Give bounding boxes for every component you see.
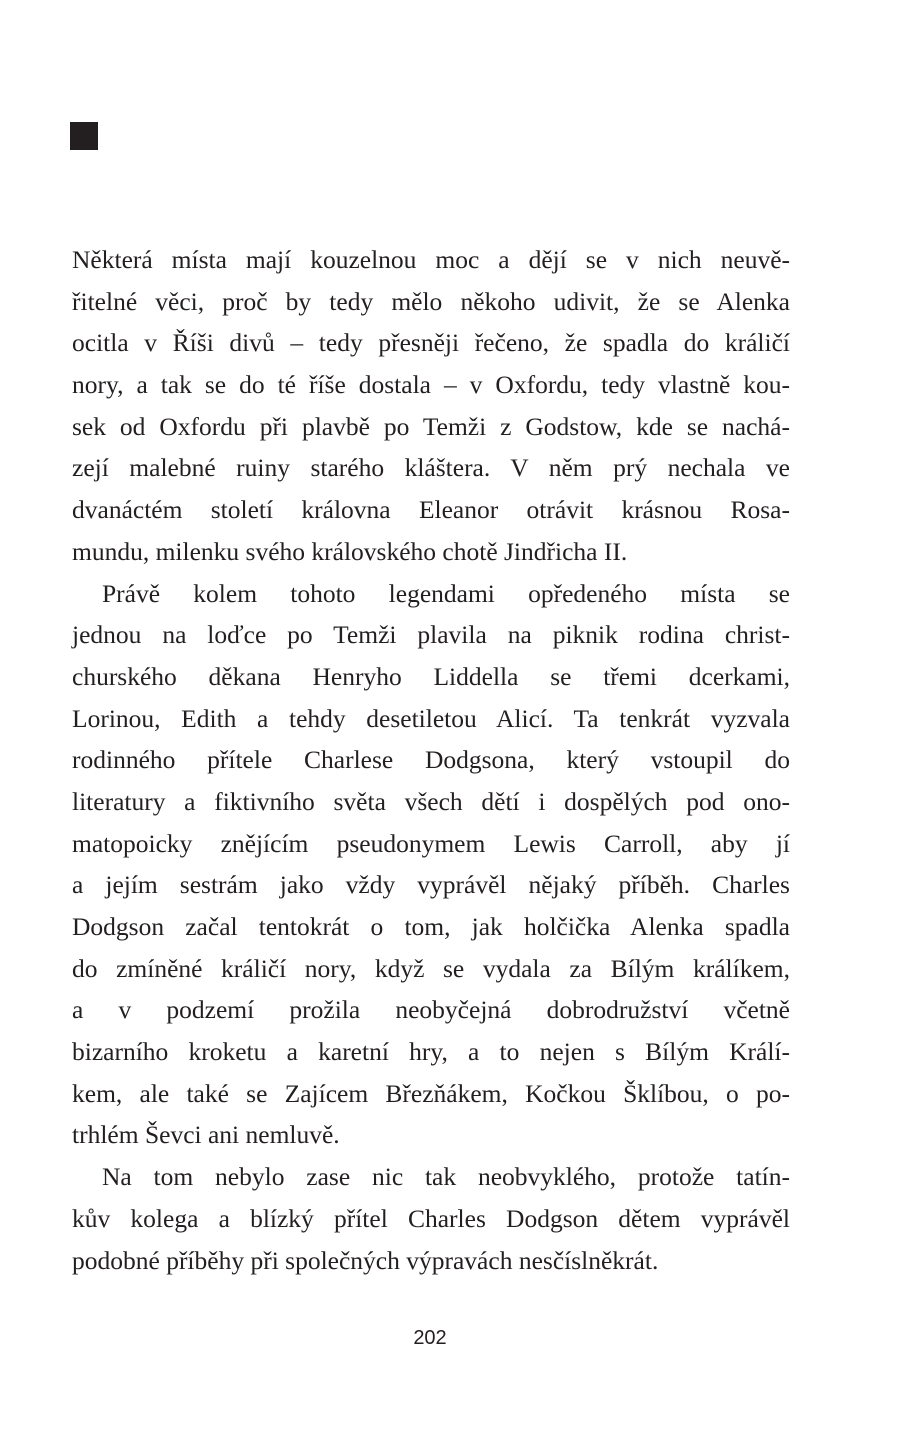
text-line: dvanáctém století královna Eleanor otrávit krásnou Rosa- xyxy=(72,495,790,525)
text-line: kův kolega a blízký přítel Charles Dodgson dětem vyprávěl xyxy=(72,1203,790,1233)
text-line: rodinného přítele Charlese Dodgsona, který vstoupil do xyxy=(72,745,790,775)
text-line: nory, a tak se do té říše dostala – v Oxfordu, tedy vlastně kou- xyxy=(72,370,790,400)
text-line: literatury a fiktivního světa všech dětí i dospělých pod ono- xyxy=(72,786,790,816)
text-line: Právě kolem tohoto legendami opředeného místa se xyxy=(102,578,790,608)
text-line: řitelné věci, proč by tedy mělo někoho udivit, že se Alenka xyxy=(72,286,790,316)
body-text xyxy=(72,239,790,1281)
text-line: a v podzemí prožila neobyčejná dobrodružství včetně xyxy=(72,995,790,1025)
text-line: churského děkana Henryho Liddella se třemi dcerkami, xyxy=(72,661,790,691)
paragraph xyxy=(72,573,790,1157)
text-line: a jejím sestrám jako vždy vyprávěl nějaký příběh. Charles xyxy=(72,870,790,900)
text-line: Na tom nebylo zase nic tak neobvyklého, protože tatín- xyxy=(102,1162,790,1192)
text-line: zejí malebné ruiny starého kláštera. V něm prý nechala ve xyxy=(72,453,790,483)
text-line: mundu, milenku svého královského chotě Jindřicha II. xyxy=(72,536,628,566)
text-line: Dodgson začal tentokrát o tom, jak holčička Alenka spadla xyxy=(72,912,790,941)
paragraph xyxy=(72,239,790,573)
section-marker-square xyxy=(70,122,98,150)
text-line: do zmíněné králičí nory, když se vydala za Bílým králíkem, xyxy=(72,953,790,983)
paragraph xyxy=(72,1156,790,1281)
text-line: Lorinou, Edith a tehdy desetiletou Alicí. Ta tenkrát vyzvala xyxy=(72,703,790,733)
text-line: kem, ale také se Zajícem Březňákem, Kočkou Šklíbou, o po- xyxy=(72,1078,790,1108)
text-line: sek od Oxfordu při plavbě po Temži z Godstow, kde se nachá- xyxy=(72,411,790,441)
page-number: 202 xyxy=(413,1327,447,1349)
text-line: podobné příběhy při společných výpravách nesčíslněkrát. xyxy=(72,1245,659,1275)
text-line: trhlém Ševci ani nemluvě. xyxy=(72,1120,340,1150)
text-line: Některá místa mají kouzelnou moc a dějí se v nich neuvě- xyxy=(72,245,790,274)
text-line: ocitla v Říši divů – tedy přesněji řečeno, že spadla do králičí xyxy=(72,328,790,358)
text-line: jednou na loďce po Temži plavila na piknik rodina christ- xyxy=(72,620,790,650)
text-line: matopoicky znějícím pseudonymem Lewis Carroll, aby jí xyxy=(72,828,790,858)
text-line: bizarního kroketu a karetní hry, a to nejen s Bílým Králí- xyxy=(72,1037,790,1067)
